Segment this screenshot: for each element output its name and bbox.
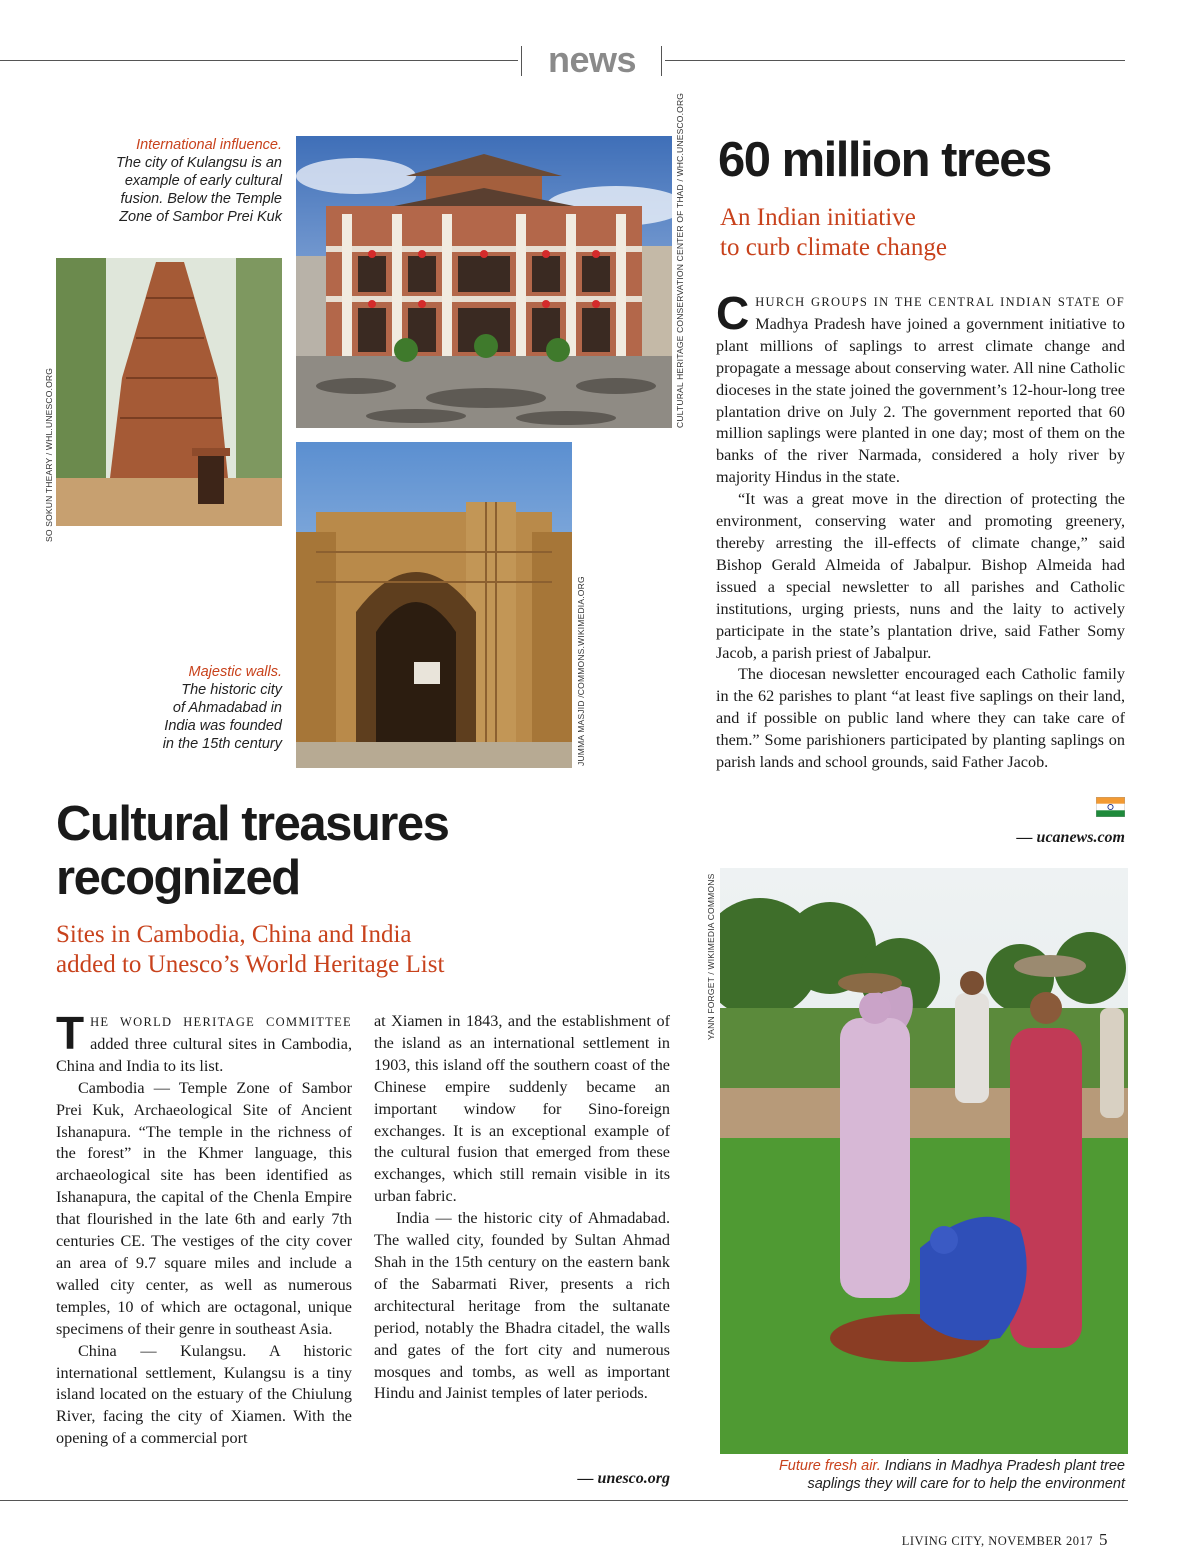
caption-lead: Majestic walls. xyxy=(188,664,282,680)
trees-paragraph: The diocesan newsletter encouraged each Catholic family in the 62 parishes to plant “at least five saplings on their land, and if possible on public land where they can take care of them.” Some parishioners participated by planting saplings on parish lands and school grounds, said Father Jacob. xyxy=(716,665,1125,772)
trees-subhead xyxy=(720,203,947,263)
header-tick-left xyxy=(521,46,522,76)
india-flag-icon xyxy=(1096,797,1125,817)
heritage-headline-line: Cultural treasures xyxy=(56,797,449,851)
caption-line: The historic city xyxy=(181,682,282,698)
trees-body xyxy=(716,287,1125,774)
caption-ahmadabad xyxy=(100,663,282,753)
caption-kulangsu xyxy=(60,136,282,226)
photo-credit-kulangsu: CULTURAL HERITAGE CONSERVATION CENTER OF THAD / WHC.UNESCO.ORG xyxy=(675,92,685,428)
caption-line: Zone of Sambor Prei Kuk xyxy=(119,209,282,225)
caption-line: in the 15th century xyxy=(162,736,282,752)
trees-subhead-line: An Indian initiative xyxy=(720,204,916,231)
trees-subhead-line: to curb climate change xyxy=(720,234,947,261)
header-rule-left xyxy=(0,60,518,61)
heritage-source: — unesco.org xyxy=(577,1470,670,1487)
heritage-column-1 xyxy=(56,1007,352,1450)
caption-lead: Future fresh air. xyxy=(778,1458,881,1474)
header-rule-right xyxy=(665,60,1125,61)
paragraph-text: Madhya Pradesh have joined a government initiative to plant millions of saplings to arrest climate change and propagate a message about conserving water. All nine Catholic dioceses in the state joined the government’s 12-hour-long tree plantation drive on July 2. The government reported that 60 million saplings were planted in one day; most of them on the banks of the river Narmada, considered a holy river by majority Hindus in the state. xyxy=(716,314,1125,487)
page-number: 5 xyxy=(1099,1530,1108,1549)
photo-credit-mosque: JUMMA MASJID /COMMONS.WIKIMEDIA.ORG xyxy=(576,576,586,766)
heritage-paragraph: at Xiamen in 1843, and the establishment of the island as an international settlement in 1903, this island off the southern coast of the Chinese empire suddenly became an important window for Sino-foreign exchanges. It is an exceptional example of the cultural fusion that emerged from these exchanges, which still remain visible in its urban fabric. xyxy=(374,1012,670,1206)
caption-line: of Ahmadabad in xyxy=(172,700,282,716)
heritage-paragraph: Cambodia — Temple Zone of Sambor Prei Kuk, Archaeological Site of Ancient Ishanapura. “The temple in the richness of the forest” in the Khmer language, this archaeological site has been identified as Ishanapura, the capital of the Chenla Empire that flourished in the late 6th and early 7th centuries CE. The vestiges of the city cover an area of 9.7 square miles and include a walled city center, as well as numerous temples, 10 of which are octagonal, unique specimens of their genre in southeast Asia. xyxy=(56,1078,352,1338)
heritage-column-2 xyxy=(374,1011,670,1405)
heritage-paragraph: China — Kulangsu. A historic international settlement, Kulangsu is a tiny island located on the estuary of the Chiulung River, facing the city of Xiamen. With the opening of a commercial port xyxy=(56,1341,352,1448)
trees-paragraph: “It was a great move in the direction of protecting the environment, conserving water and promoting greenery, thereby arresting the ill-effects of climate change,” said Bishop Gerald Almeida of Jabalpur. Bishop Almeida had issued a special newsletter to all parishes and Catholic institutions, urging priests, nuns and the laity to actively participate in the state’s plantation drive, said Father Somy Jacob, a parish priest of Jabalpur. xyxy=(716,490,1125,662)
trees-headline: 60 million trees xyxy=(718,133,1051,187)
heritage-headline xyxy=(56,797,448,905)
tree-planting-photo xyxy=(720,868,1128,1454)
mosque-photo xyxy=(296,442,572,768)
trees-source: — ucanews.com xyxy=(1016,829,1125,846)
heritage-headline-line: recognized xyxy=(56,851,300,905)
caption-line: saplings they will care for to help the environment xyxy=(807,1476,1125,1492)
caption-line: example of early cultural xyxy=(124,173,282,189)
folio xyxy=(902,1530,1108,1550)
photo-credit-temple: SO SOKUN THEARY / WHL.UNESCO.ORG xyxy=(44,367,54,542)
dropcap: T xyxy=(56,1007,85,1059)
caption-text: Indians in Madhya Pradesh plant tree xyxy=(884,1458,1125,1474)
dropcap: C xyxy=(716,287,750,339)
tree-planting-illustration xyxy=(720,868,1128,1454)
footer-rule xyxy=(0,1500,1128,1501)
trees-paragraph xyxy=(716,287,1125,489)
kulangsu-photo xyxy=(296,136,672,428)
kulangsu-building-illustration xyxy=(296,136,672,428)
paragraph-text: added three cultural sites in Cambodia, China and India to its list. xyxy=(56,1034,352,1075)
lead-in: HURCH GROUPS IN THE CENTRAL INDIAN STATE OF xyxy=(755,295,1125,309)
caption-line xyxy=(720,1457,1125,1475)
heritage-paragraph xyxy=(56,1007,352,1078)
caption-line: India was founded xyxy=(164,718,282,734)
lead-in: HE WORLD HERITAGE COMMITTEE xyxy=(90,1015,352,1029)
caption-line: The city of Kulangsu is an xyxy=(115,155,282,171)
publication-name: LIVING CITY, NOVEMBER 2017 xyxy=(901,1534,1093,1548)
header-tick-right xyxy=(661,46,662,76)
temple-photo xyxy=(56,258,282,526)
heritage-paragraph: India — the historic city of Ahmadabad. The walled city, founded by Sultan Ahmad Shah in the 15th century on the eastern bank of the Sabarmati River, presents a rich architectural heritage from the sultanate period, notably the Bhadra citadel, the walls and gates of the fort city and numerous mosques and tombs, as well as important Hindu and Jainist temples of later periods. xyxy=(374,1209,670,1403)
heritage-subhead-line: added to Unesco’s World Heritage List xyxy=(56,951,445,978)
temple-illustration xyxy=(56,258,282,526)
section-label: news xyxy=(547,39,637,80)
photo-credit-trees: YANN FORGET / WIKIMEDIA COMMONS xyxy=(706,873,716,1040)
caption-line: fusion. Below the Temple xyxy=(120,191,282,207)
caption-lead: International influence. xyxy=(136,137,282,153)
caption-trees xyxy=(720,1457,1125,1493)
heritage-subhead xyxy=(56,920,444,980)
heritage-subhead-line: Sites in Cambodia, China and India xyxy=(56,921,412,948)
mosque-illustration xyxy=(296,442,572,768)
